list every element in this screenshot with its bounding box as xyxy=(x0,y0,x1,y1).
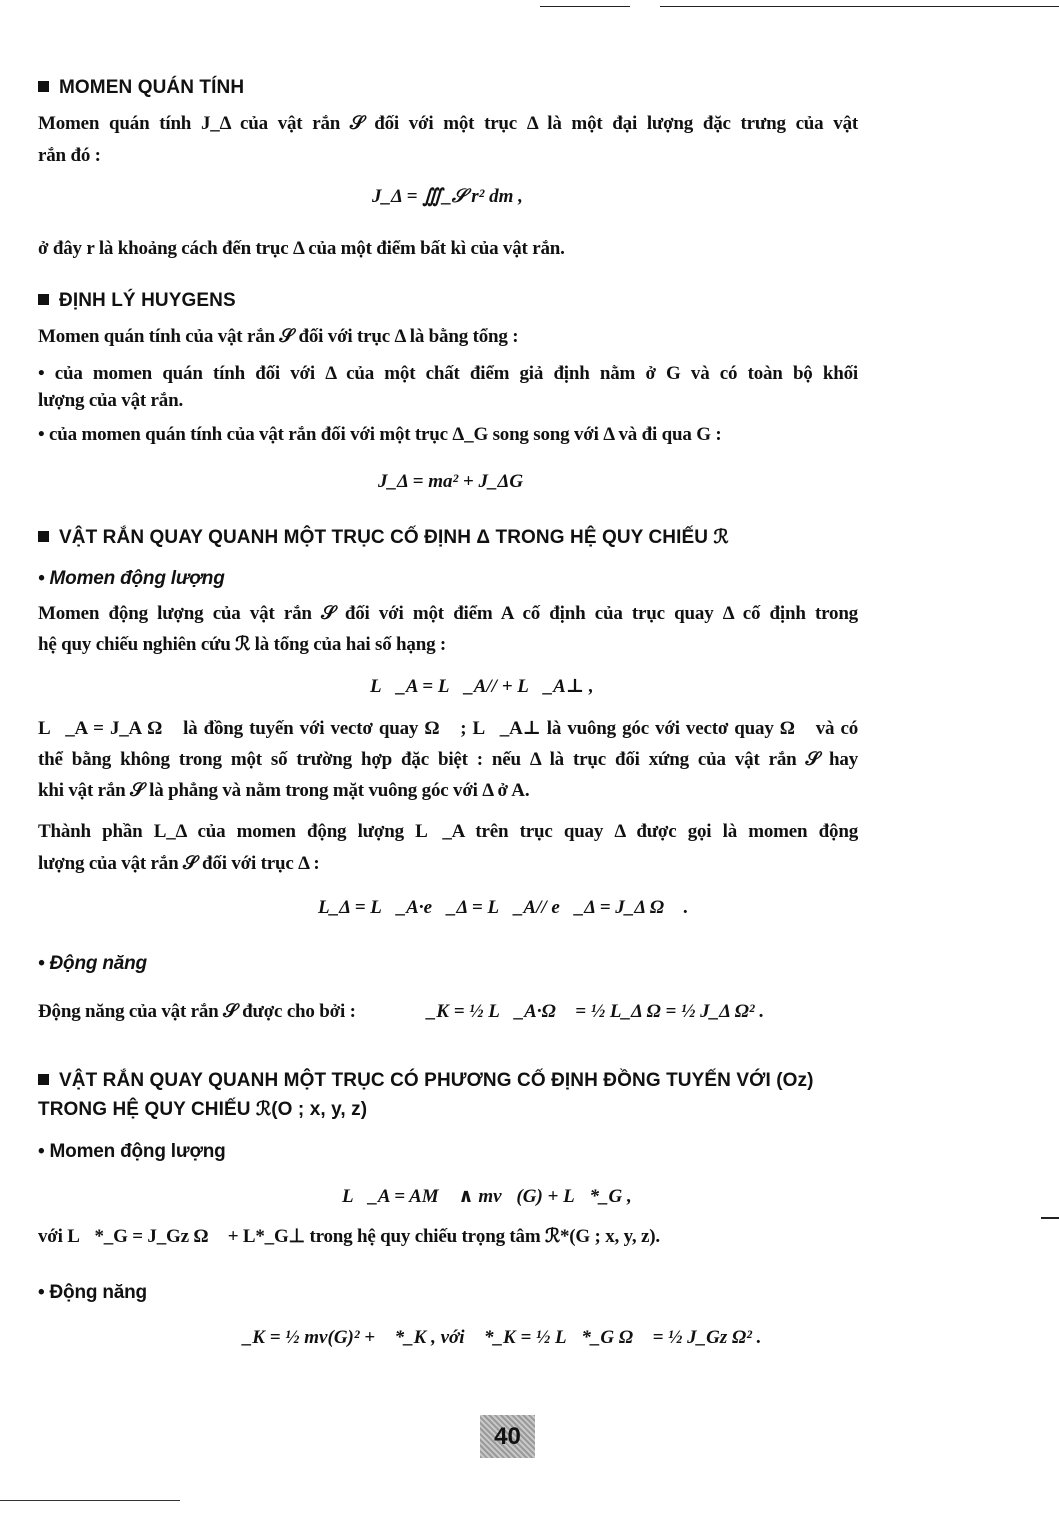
section-heading-axis-direction xyxy=(38,1069,814,1093)
paragraph-line: hệ quy chiếu nghiên cứu ℛ là tổng của hai số hạng : xyxy=(38,634,447,655)
formula-huygens: J_Δ = ma² + J_ΔG xyxy=(378,471,524,492)
paragraph-line: khi vật rắn 𝒮 là phẳng và nằm trong mặt vuông góc với Δ ở A. xyxy=(38,780,530,801)
section-heading-line2: TRONG HỆ QUY CHIẾU ℛ(O ; x, y, z) xyxy=(38,1099,368,1120)
scan-edge-line xyxy=(0,1500,180,1501)
page-number: 40 xyxy=(480,1415,535,1458)
paragraph-line: lượng của vật rắn 𝒮 đối với trục Δ : xyxy=(38,853,320,874)
section-heading-huygens xyxy=(38,289,236,313)
square-bullet-icon xyxy=(38,81,49,92)
paragraph-line: Momen quán tính của vật rắn 𝒮 đối với trục Δ là bằng tổng : xyxy=(38,326,519,347)
square-bullet-icon xyxy=(38,531,49,542)
heading-text: ĐỊNH LÝ HUYGENS xyxy=(59,290,236,311)
subheading-angular-momentum: • Momen động lượng xyxy=(38,568,225,589)
paragraph-line: thể bằng không trong một số trường hợp đặc biệt : nếu Δ là trục đối xứng của vật rắn 𝒮 hay xyxy=(38,749,858,770)
subheading-kinetic-energy: • Động năng xyxy=(38,1282,147,1303)
paragraph-line: Momen động lượng của vật rắn 𝒮 đối với một điểm A cố định của trục quay Δ cố định trong xyxy=(38,603,858,624)
bullet-line: lượng của vật rắn. xyxy=(38,390,183,411)
formula-angular-momentum-sum: L⃗_A = L⃗_A// + L⃗_A⊥ , xyxy=(370,676,594,697)
paragraph-line: với L⃗*_G = J_Gz Ω⃗ + L*_G⊥ trong hệ quy chiếu trọng tâm ℛ*(G ; x, y, z). xyxy=(38,1226,660,1247)
scan-mark xyxy=(1041,1217,1059,1219)
paragraph-line: Động năng của vật rắn 𝒮 được cho bởi : xyxy=(38,1001,356,1022)
heading-text: VẬT RẮN QUAY QUANH MỘT TRỤC CỐ ĐỊNH Δ TRONG HỆ QUY CHIẾU ℛ xyxy=(59,527,729,548)
section-heading-fixed-axis xyxy=(38,526,729,550)
subheading-kinetic-energy: • Động năng xyxy=(38,953,147,974)
subheading-angular-momentum: • Momen động lượng xyxy=(38,1141,226,1162)
scan-edge-line xyxy=(540,6,630,7)
square-bullet-icon xyxy=(38,294,49,305)
formula-koenig-momentum: L⃗_A = AM⃗ ∧ mv⃗(G) + L⃗*_G , xyxy=(342,1186,632,1207)
formula-kinetic-energy: ℰ_K = ½ L⃗_A·Ω⃗ = ½ L_Δ Ω = ½ J_Δ Ω² . xyxy=(412,1001,765,1022)
heading-text: VẬT RẮN QUAY QUANH MỘT TRỤC CÓ PHƯƠNG CỐ ĐỊNH ĐỒNG TUYẾN VỚI (Oz) xyxy=(59,1070,814,1091)
paragraph-line: rắn đó : xyxy=(38,145,101,166)
formula-axial-momentum: L_Δ = L⃗_A·e⃗_Δ = L⃗_A// e⃗_Δ = J_Δ Ω⃗ . xyxy=(318,897,689,918)
bullet-line: • của momen quán tính của vật rắn đối với một trục Δ_G song song với Δ và đi qua G : xyxy=(38,424,722,445)
corner-stamp xyxy=(973,0,1059,41)
paragraph-line: Thành phần L_Δ của momen động lượng L⃗_A trên trục quay Δ được gọi là momen động xyxy=(38,821,858,842)
section-heading-moment-of-inertia xyxy=(38,76,244,100)
formula-inertia: J_Δ = ∭_𝒮 r² dm , xyxy=(372,186,523,207)
formula-koenig-energy: ℰ_K = ½ mv(G)² + ℰ*_K , với ℰ*_K = ½ L⃗*_G Ω⃗ = ½ J_Gz Ω² . xyxy=(228,1327,762,1348)
paragraph-line: Momen quán tính J_Δ của vật rắn 𝒮 đối với một trục Δ là một đại lượng đặc trưng của vật xyxy=(38,113,858,134)
square-bullet-icon xyxy=(38,1074,49,1085)
paragraph-line: ở đây r là khoảng cách đến trục Δ của một điểm bất kì của vật rắn. xyxy=(38,238,565,259)
heading-text: MOMEN QUÁN TÍNH xyxy=(59,77,245,98)
bullet-line: • của momen quán tính đối với Δ của một chất điểm giả định nằm ở G và có toàn bộ khối xyxy=(38,363,858,384)
paragraph-line: L⃗_A = J_A Ω⃗ là đồng tuyến với vectơ quay Ω⃗ ; L⃗_A⊥ là vuông góc với vectơ quay Ω⃗ và có xyxy=(38,718,858,739)
